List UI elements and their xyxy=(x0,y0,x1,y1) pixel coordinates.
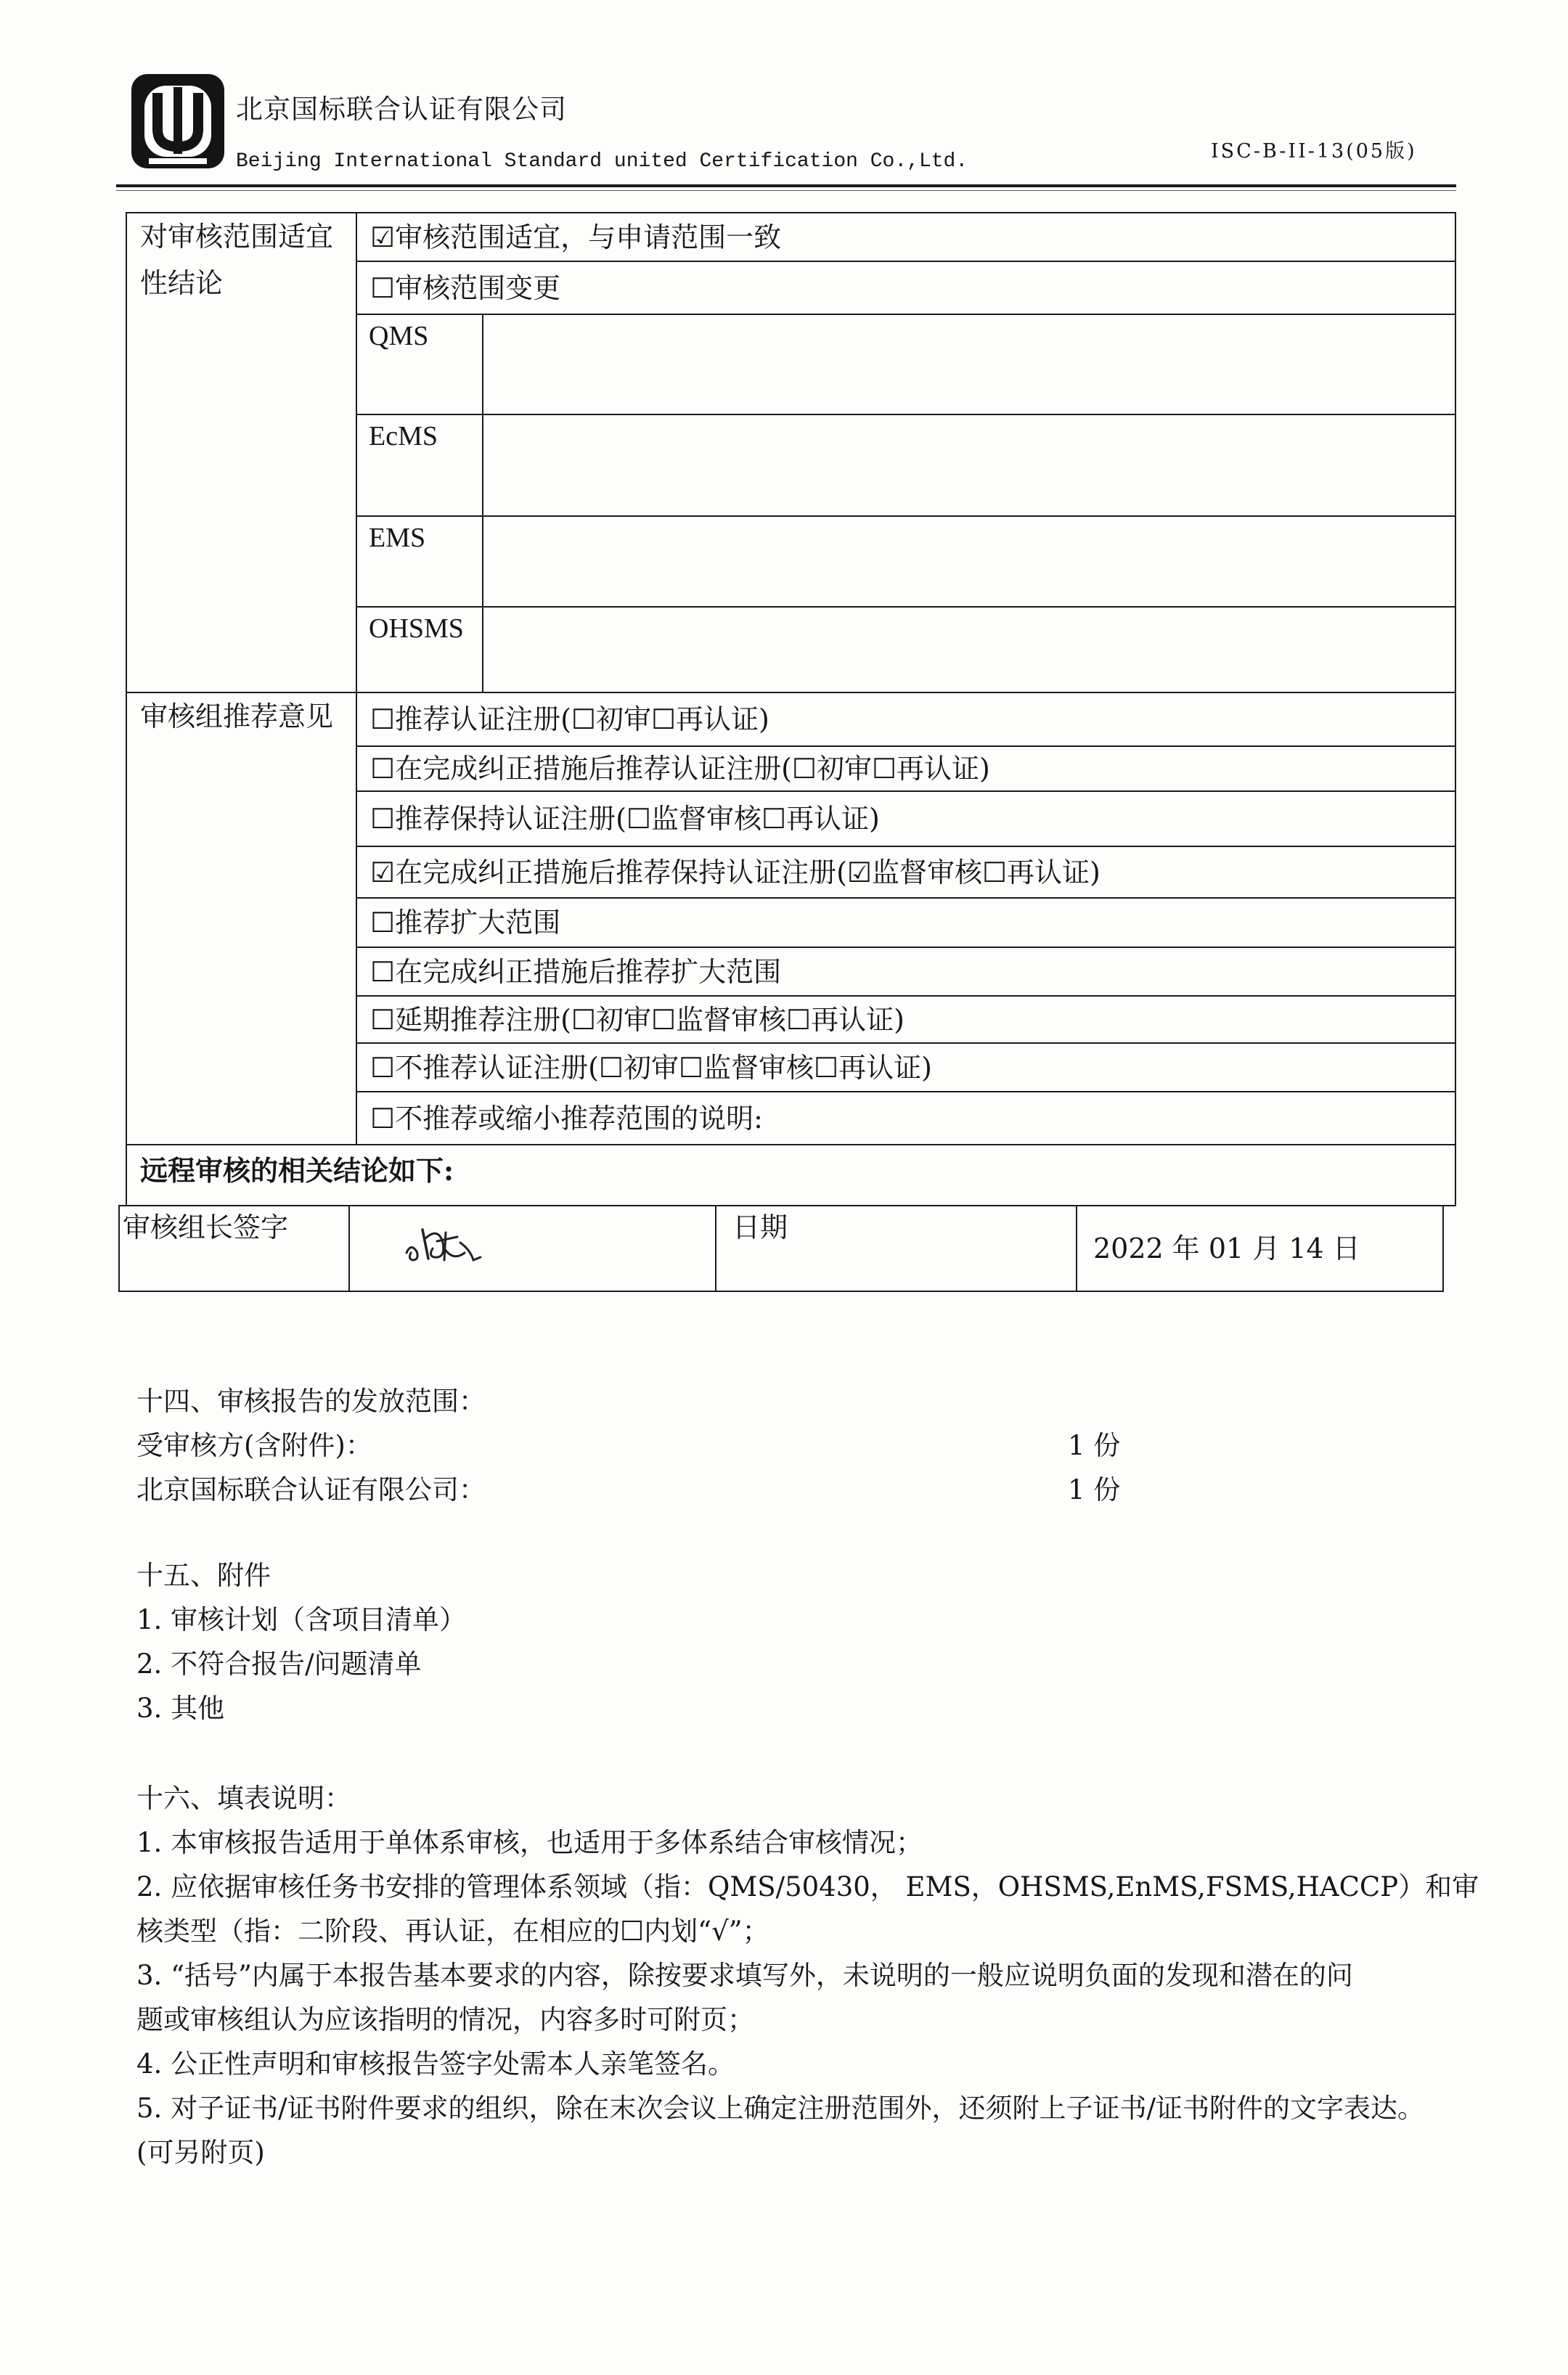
handwritten-signature xyxy=(401,1217,488,1275)
signature-cell xyxy=(349,1206,716,1291)
recommendation-option: ☐在完成纠正措施后推荐认证注册(☐初审☐再认证) xyxy=(356,746,1455,791)
report-notes xyxy=(136,1379,1516,2175)
audit-conclusion-table xyxy=(126,212,1456,1206)
section-title: 十六、填表说明： xyxy=(136,1783,351,1814)
recommendation-option: ☐不推荐认证注册(☐初审☐监督审核☐再认证) xyxy=(356,1043,1455,1092)
recommendation-option-selected: ☑在完成纠正措施后推荐保持认证注册(☑监督审核☐再认证) xyxy=(356,846,1455,898)
distribution-copies: 1 份 xyxy=(1068,1474,1121,1505)
distribution-row xyxy=(136,1468,1516,1512)
list-item: 2. 不符合报告/问题清单 xyxy=(136,1648,422,1680)
audit-leader-signature-label: 审核组长签字 xyxy=(119,1206,349,1291)
system-scope-ems xyxy=(483,516,1455,607)
list-item-continuation: (可另附页) xyxy=(136,2137,265,2168)
system-scope-ecms xyxy=(483,414,1455,516)
list-item-continuation: 题或审核组认为应该指明的情况，内容多时可附页； xyxy=(136,2004,754,2035)
list-item-continuation: 核类型（指：二阶段、再认证，在相应的☐内划“√”； xyxy=(136,1916,769,1947)
recommendation-option: ☐在完成纠正措施后推荐扩大范围 xyxy=(356,947,1455,996)
recommendation-option: ☐延期推荐注册(☐初审☐监督审核☐再认证) xyxy=(356,996,1455,1043)
list-item: 4. 公正性声明和审核报告签字处需本人亲笔签名。 xyxy=(136,2048,735,2080)
signature-table xyxy=(118,1205,1444,1292)
list-item: 5. 对子证书/证书附件要求的组织，除在末次会议上确定注册范围外，还须附上子证书/证书附件的文字表达。 xyxy=(136,2093,1424,2124)
form-tables xyxy=(118,212,1458,1292)
list-item: 2. 应依据审核任务书安排的管理体系领域（指：QMS/50430， EMS，OHSMS,EnMS,FSMS,HACCP）和审 xyxy=(136,1871,1479,1902)
company-logo-icon xyxy=(128,71,230,184)
table-row xyxy=(126,1145,1455,1206)
attachments-section xyxy=(136,1553,1516,1730)
header-rule-thin xyxy=(116,190,1456,191)
table-row xyxy=(126,692,1455,746)
recommendation-option: ☐推荐扩大范围 xyxy=(356,898,1455,947)
scope-option-changed: ☐审核范围变更 xyxy=(356,261,1455,314)
recommendation-label: 审核组推荐意见 xyxy=(126,692,356,1145)
recommendation-option: ☐推荐认证注册(☐初审☐再认证) xyxy=(356,692,1455,746)
form-code: ISC-B-II-13(05版) xyxy=(1211,140,1417,163)
system-label-ecms: EcMS xyxy=(356,414,483,516)
list-item: 3. “括号”内属于本报告基本要求的内容，除按要求填写外，未说明的一般应说明负面的发现和潜在的问 xyxy=(136,1960,1353,1991)
header-rule xyxy=(116,184,1456,187)
instructions-section xyxy=(136,1776,1516,2175)
date-label: 日期 xyxy=(716,1206,1077,1291)
list-item: 1. 审核计划（含项目清单） xyxy=(136,1604,467,1635)
system-scope-qms xyxy=(483,314,1455,414)
company-name-cn: 北京国标联合认证有限公司 xyxy=(236,94,567,125)
system-label-qms: QMS xyxy=(356,314,483,414)
date-value: 2022 年 01 月 14 日 xyxy=(1077,1206,1443,1291)
section-title: 十五、附件 xyxy=(136,1560,271,1591)
system-label-ohsms: OHSMS xyxy=(356,607,483,692)
distribution-copies: 1 份 xyxy=(1068,1430,1121,1461)
scope-conclusion-label: 对审核范围适宜性结论 xyxy=(126,213,356,692)
list-item: 3. 其他 xyxy=(136,1693,225,1724)
system-scope-ohsms xyxy=(483,607,1455,692)
list-item: 1. 本审核报告适用于单体系审核，也适用于多体系结合审核情况； xyxy=(136,1827,923,1858)
scope-option-suitable: ☑审核范围适宜，与申请范围一致 xyxy=(356,213,1455,261)
distribution-row xyxy=(136,1423,1516,1468)
system-label-ems: EMS xyxy=(356,516,483,607)
distribution-section xyxy=(136,1379,1516,1512)
remote-audit-conclusion-label: 远程审核的相关结论如下: xyxy=(126,1145,1455,1206)
distribution-recipient: 受审核方(含附件)： xyxy=(136,1430,372,1461)
recommendation-option: ☐不推荐或缩小推荐范围的说明: xyxy=(356,1092,1455,1145)
company-name-en: Beijing International Standard united Certification Co.,Ltd. xyxy=(236,150,968,173)
distribution-recipient: 北京国标联合认证有限公司： xyxy=(136,1474,486,1505)
table-row xyxy=(126,213,1455,261)
section-title: 十四、审核报告的发放范围： xyxy=(136,1386,486,1417)
signature-row xyxy=(119,1206,1443,1291)
recommendation-option: ☐推荐保持认证注册(☐监督审核☐再认证) xyxy=(356,791,1455,846)
